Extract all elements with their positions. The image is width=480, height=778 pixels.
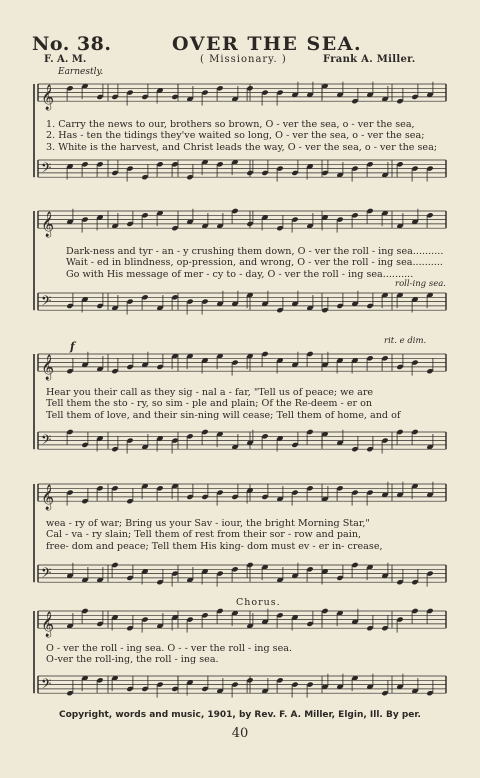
tempo-marking: Earnestly. [58,67,104,77]
treble-clef-icon: 𝄞 [41,612,55,638]
lyric-line: 2. Has - ten the tidings they've waited so long, O - ver the sea, o - ver the sea; [46,130,425,142]
lyrics-system-1 [46,119,437,153]
lyric-line: free- dom and peace; Tell them His king- dom must ev - er in- crease, [46,540,383,552]
lyric-line: O-ver the roll-ing, the roll - ing sea. [46,654,219,666]
lyric-line: Tell them the sto - ry, so sim - ple and plain; Of the Re-deem - er on [46,398,373,410]
bass-clef-icon: 𝄢 [41,293,52,313]
copyright-notice: Copyright, words and music, 1901, by Rev. F. A. Miller, Elgin, Ill. By per. [59,710,421,720]
treble-clef-icon: 𝄞 [41,355,55,381]
bass-clef-icon: 𝄢 [41,676,52,696]
lyricist-initials: F. A. M. [44,54,87,65]
lyrics-system-5 [46,643,292,666]
composer-name: Frank A. Miller. [323,54,416,65]
bass-clef-icon: 𝄢 [41,432,52,452]
lyric-line: wea - ry of war; Bring us your Sav - iour, the bright Morning Star," [46,518,370,529]
page-number: 40 [231,726,249,741]
lyric-echo: roll-ing sea. [395,279,446,289]
tempo-change-marking: rit. e dim. [384,336,427,346]
lyrics-system-4 [46,518,383,552]
bass-clef-icon: 𝄢 [41,160,52,180]
lyric-line: Dark-ness and tyr - an - y crushing them down, O - ver the roll - ing sea.......... [66,246,444,257]
lyric-line: Tell them of love, and their sin-ning will cease; Tell them of home, and of [46,409,401,421]
lyric-line: Cal - va - ry slain; Tell them of rest from their sor - row and pain, [46,529,362,541]
treble-clef-icon: 𝄞 [41,85,55,111]
treble-clef-icon: 𝄞 [41,485,55,511]
lyric-line: 1. Carry the news to our, brothers so brown, O - ver the sea, o - ver the sea, [46,119,415,130]
hymn-title: OVER THE SEA. [172,33,363,55]
chorus-label: Chorus. [236,597,281,608]
hymn-number: No. 38. [32,33,112,55]
lyrics-system-3 [46,387,400,421]
lyric-line: Go with His message of mer - cy to - day, O - ver the roll - ing sea.......... [66,268,414,280]
dynamic-forte: f [70,340,75,353]
lyric-line: Hear you their call as they sig - nal a - far, "Tell us of peace; we are [46,387,374,398]
lyric-line: O - ver the roll - ing sea. O - - ver the roll - ing sea. [46,643,293,654]
lyric-line: Wait - ed in blindness, op-pression, and wrong, O - ver the roll - ing sea.......... [66,257,443,269]
hymn-category: ( Missionary. ) [200,54,287,65]
bass-clef-icon: 𝄢 [41,565,52,585]
lyric-line: 3. White is the harvest, and Christ leads the way, O - ver the sea, o - ver the sea; [46,141,438,153]
lyrics-system-2 [66,246,443,280]
treble-clef-icon: 𝄞 [41,212,55,238]
